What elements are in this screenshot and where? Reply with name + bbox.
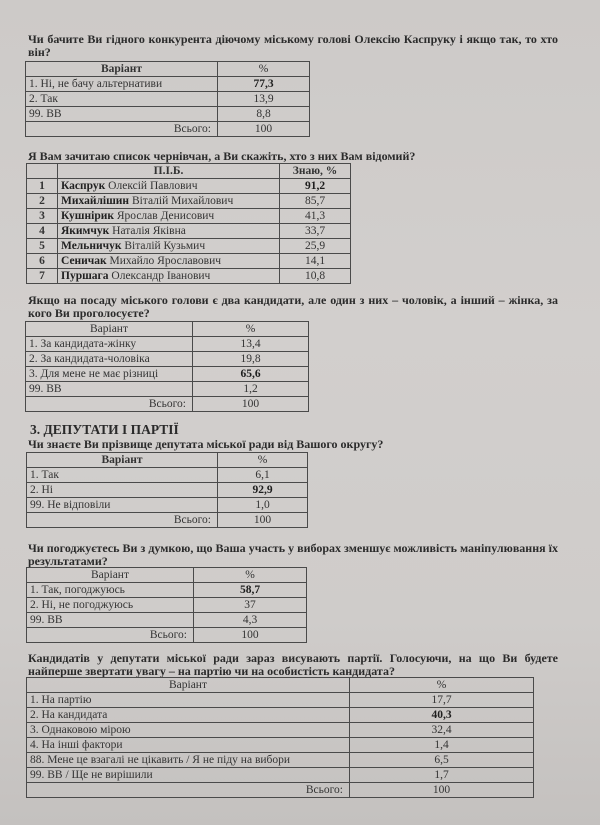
table-row [26, 92, 310, 107]
row-label: 1. На партію [27, 693, 350, 708]
total-value: 100 [194, 628, 307, 643]
row-value: 13,4 [193, 337, 309, 352]
table-row [26, 382, 309, 397]
row-value: 6,1 [218, 468, 308, 483]
table-row [27, 693, 534, 708]
row-value: 1,7 [350, 768, 534, 783]
table-q1 [25, 61, 310, 137]
row-value: 17,7 [350, 693, 534, 708]
header-variant: Варіант [27, 453, 218, 468]
row-number: 3 [27, 209, 58, 224]
total-label: Всього: [26, 397, 193, 412]
total-row [26, 397, 309, 412]
row-value: 91,2 [280, 179, 351, 194]
person-name [58, 254, 280, 269]
header-variant: Варіант [26, 62, 218, 77]
table-row [26, 367, 309, 382]
header-percent: % [194, 568, 307, 583]
table-row [27, 179, 351, 194]
table-row [27, 598, 307, 613]
question-5: Чи погоджуєтесь Ви з думкою, що Ваша участь у виборах зменшує можливість маніпулювання їх результатами? [28, 541, 558, 568]
table-row [26, 337, 309, 352]
row-value: 41,3 [280, 209, 351, 224]
row-value: 8,8 [218, 107, 310, 122]
surname: Каспрук [61, 180, 106, 192]
person-name [58, 269, 280, 284]
given-name: Михайло Ярославович [109, 255, 222, 267]
table-q4 [26, 452, 308, 528]
row-label: 3. Для мене не має різниці [26, 367, 193, 382]
row-label: 1. Так, погоджуюсь [27, 583, 194, 598]
row-number: 1 [27, 179, 58, 194]
header-name: П.І.Б. [58, 164, 280, 179]
total-value: 100 [193, 397, 309, 412]
row-value: 4,3 [194, 613, 307, 628]
table-row [27, 738, 534, 753]
row-label: 99. ВВ [26, 107, 218, 122]
person-name [58, 224, 280, 239]
row-value: 65,6 [193, 367, 309, 382]
row-value: 6,5 [350, 753, 534, 768]
row-value: 1,4 [350, 738, 534, 753]
header-percent: % [218, 453, 308, 468]
row-value: 13,9 [218, 92, 310, 107]
table-row [27, 723, 534, 738]
row-label: 99. ВВ [26, 382, 193, 397]
table-row [27, 194, 351, 209]
table-row [27, 498, 308, 513]
table-row [27, 239, 351, 254]
row-label: 1. Так [27, 468, 218, 483]
row-label: 1. Ні, не бачу альтернативи [26, 77, 218, 92]
total-label: Всього: [27, 513, 218, 528]
surname: Мельничук [61, 240, 122, 252]
row-value: 40,3 [350, 708, 534, 723]
row-label: 1. За кандидата-жінку [26, 337, 193, 352]
row-value: 1,0 [218, 498, 308, 513]
surname: Кушнірик [61, 210, 114, 222]
given-name: Наталія Яківна [112, 225, 186, 237]
table-row [26, 352, 309, 367]
table-row [27, 224, 351, 239]
header-percent: % [218, 62, 310, 77]
total-row [27, 783, 534, 798]
row-number: 5 [27, 239, 58, 254]
header-variant: Варіант [27, 678, 350, 693]
surname: Пуршага [61, 270, 109, 282]
table-row [27, 209, 351, 224]
question-2: Я Вам зачитаю список чернівчан, а Ви скажіть, хто з них Вам відомий? [28, 149, 416, 163]
total-label: Всього: [27, 783, 350, 798]
row-label: 2. Ні, не погоджуюсь [27, 598, 194, 613]
question-4: Чи знаєте Ви прізвище депутата міської ради від Вашого округу? [28, 437, 384, 451]
row-value: 33,7 [280, 224, 351, 239]
header-number [27, 164, 58, 179]
row-label: 99. ВВ / Ще не вирішили [27, 768, 350, 783]
total-label: Всього: [27, 628, 194, 643]
row-label: 99. ВВ [27, 613, 194, 628]
row-label: 2. Ні [27, 483, 218, 498]
row-value: 37 [194, 598, 307, 613]
row-number: 6 [27, 254, 58, 269]
question-6: Кандидатів у депутати міської ради зараз висувають партії. Голосуючи, на що Ви будете найперше звертати увагу – на партію чи на особистість кандидата? [28, 651, 558, 678]
header-percent: % [350, 678, 534, 693]
person-name [58, 239, 280, 254]
given-name: Олександр Іванович [111, 270, 211, 282]
row-label: 2. На кандидата [27, 708, 350, 723]
row-value: 19,8 [193, 352, 309, 367]
row-value: 32,4 [350, 723, 534, 738]
row-label: 4. На інші фактори [27, 738, 350, 753]
table-row [27, 768, 534, 783]
row-value: 92,9 [218, 483, 308, 498]
header-know: Знаю, % [280, 164, 351, 179]
question-3: Якщо на посаду міського голови є два кандидати, але один з них – чоловік, а інший – жінка, за кого Ви проголосуєте? [28, 293, 558, 320]
surname: Якимчук [61, 225, 110, 237]
header-percent: % [193, 322, 309, 337]
header-variant: Варіант [27, 568, 194, 583]
row-value: 58,7 [194, 583, 307, 598]
table-row [27, 468, 308, 483]
table-row [27, 254, 351, 269]
question-1: Чи бачите Ви гідного конкурента діючому міському голові Олексію Каспруку і якщо так, то хто він? [28, 32, 558, 59]
table-row [27, 269, 351, 284]
row-value: 10,8 [280, 269, 351, 284]
given-name: Ярослав Денисович [116, 210, 215, 222]
total-value: 100 [218, 513, 308, 528]
person-name [58, 209, 280, 224]
given-name: Олексій Павлович [108, 180, 198, 192]
row-number: 4 [27, 224, 58, 239]
surname: Михайлішин [61, 195, 130, 207]
row-number: 2 [27, 194, 58, 209]
row-label: 99. Не відповіли [27, 498, 218, 513]
row-value: 25,9 [280, 239, 351, 254]
table-row [27, 583, 307, 598]
row-label: 2. Так [26, 92, 218, 107]
given-name: Віталій Михайлович [131, 195, 234, 207]
total-label: Всього: [26, 122, 218, 137]
total-row [26, 122, 310, 137]
row-label: 2. За кандидата-чоловіка [26, 352, 193, 367]
row-label: 88. Мене це взагалі не цікавить / Я не піду на вибори [27, 753, 350, 768]
total-row [27, 628, 307, 643]
table-q2 [26, 163, 351, 284]
table-row [26, 77, 310, 92]
table-row [27, 613, 307, 628]
header-variant: Варіант [26, 322, 193, 337]
table-row [26, 107, 310, 122]
table-q6 [26, 677, 534, 798]
total-value: 100 [350, 783, 534, 798]
surname: Сеничак [61, 255, 107, 267]
table-row [27, 708, 534, 723]
person-name [58, 194, 280, 209]
row-value: 85,7 [280, 194, 351, 209]
row-value: 77,3 [218, 77, 310, 92]
table-row [27, 753, 534, 768]
row-label: 3. Однаковою мірою [27, 723, 350, 738]
table-row [27, 483, 308, 498]
total-row [27, 513, 308, 528]
row-value: 1,2 [193, 382, 309, 397]
total-value: 100 [218, 122, 310, 137]
given-name: Віталій Кузьмич [124, 240, 206, 252]
person-name [58, 179, 280, 194]
section-title: 3. ДЕПУТАТИ І ПАРТІЇ [30, 422, 179, 437]
table-q3 [25, 321, 309, 412]
row-number: 7 [27, 269, 58, 284]
row-value: 14,1 [280, 254, 351, 269]
table-q5 [26, 567, 307, 643]
